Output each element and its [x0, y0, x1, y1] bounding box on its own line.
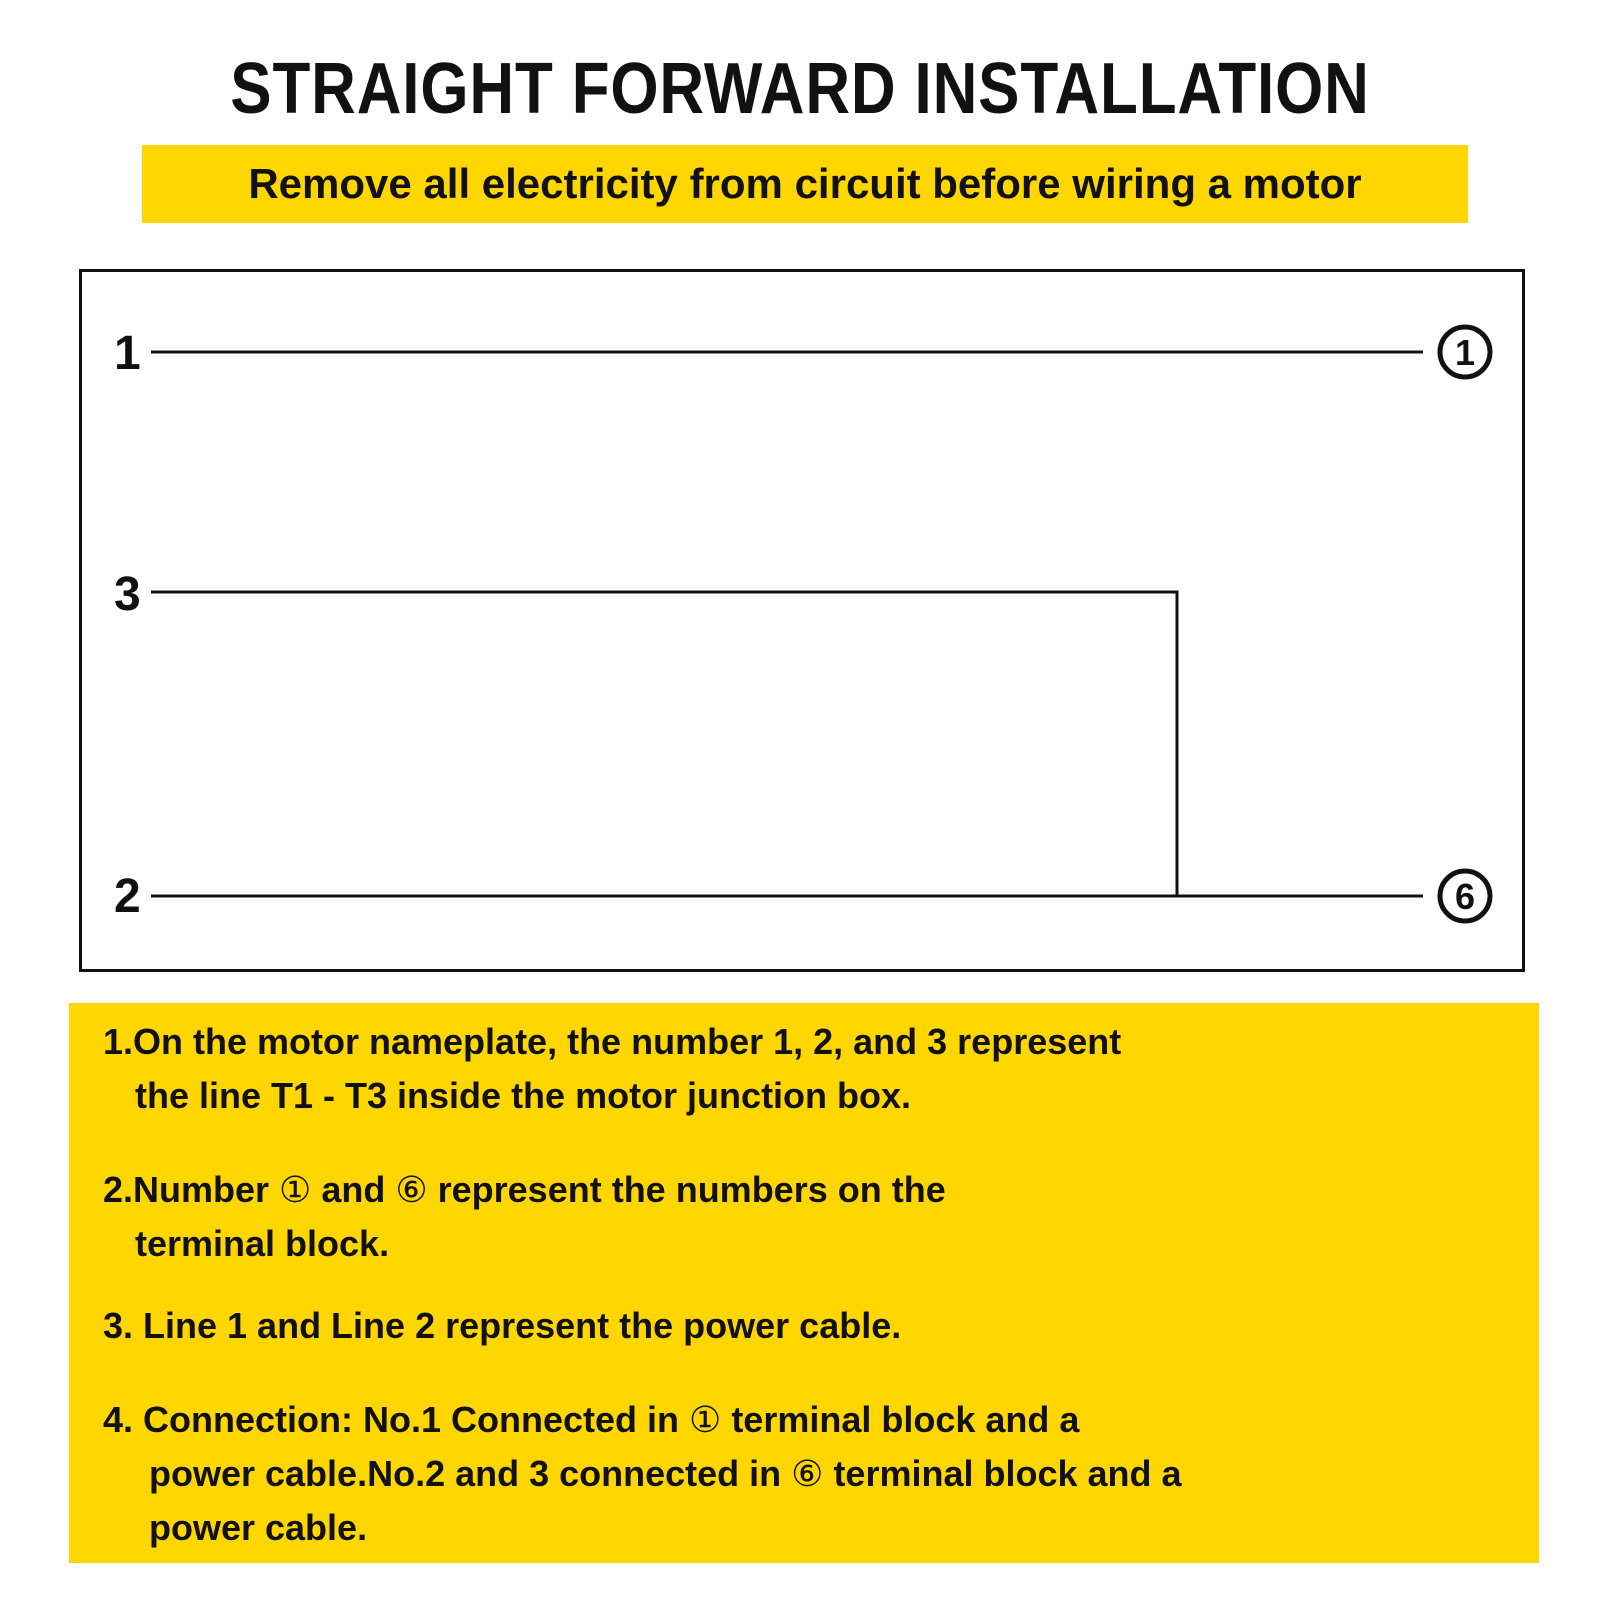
- note-2-line-b: terminal block.: [135, 1223, 390, 1264]
- warning-banner: [142, 145, 1468, 223]
- note-4-text-post: terminal block and a: [721, 1399, 1080, 1440]
- page-title: STRAIGHT FORWARD INSTALLATION: [230, 49, 1370, 129]
- note-4-line-b-pre: power cable.No.2 and 3 connected in: [149, 1453, 792, 1494]
- note-4-line-c: power cable.: [149, 1507, 368, 1548]
- note-1-line-a: 1.On the motor nameplate, the number 1, 2, and 3 represent: [103, 1021, 1122, 1062]
- note-4-line-b-post: terminal block and a: [823, 1453, 1182, 1494]
- circled-6-symbol: ⑥: [791, 1453, 824, 1494]
- terminal-6: [1440, 871, 1490, 921]
- note-2: [103, 1163, 946, 1271]
- lead-label-3: 3: [114, 568, 141, 621]
- wiring-diagram-svg: [82, 272, 1522, 969]
- lead-label-2: 2: [114, 870, 141, 923]
- wire-line-3: [151, 592, 1177, 896]
- note-4: [103, 1393, 1182, 1555]
- note-2-text-pre: 2.Number: [103, 1169, 280, 1210]
- note-2-text-mid: and: [311, 1169, 396, 1210]
- notes-panel: [69, 1003, 1539, 1563]
- note-4-text-pre: 4. Connection: No.1 Connected in: [103, 1399, 690, 1440]
- terminal-1-number: 1: [1454, 332, 1476, 373]
- terminal-6-number: 6: [1454, 876, 1476, 917]
- note-2-line-a: [103, 1163, 946, 1217]
- lead-label-1: 1: [114, 327, 141, 380]
- note-4-line-b: [103, 1447, 1182, 1501]
- note-1: [103, 1015, 1121, 1123]
- warning-text: Remove all electricity from circuit before wiring a motor: [248, 160, 1362, 207]
- terminal-1: [1440, 327, 1490, 377]
- wiring-diagram: [79, 269, 1525, 972]
- note-1-line-b: the line T1 - T3 inside the motor junction box.: [135, 1075, 912, 1116]
- note-4-line-a: [103, 1393, 1182, 1447]
- note-2-text-post: represent the numbers on the: [427, 1169, 946, 1210]
- note-3: [103, 1299, 901, 1353]
- circled-1-symbol: ①: [279, 1169, 312, 1210]
- note-3-line-a: 3. Line 1 and Line 2 represent the power cable.: [103, 1305, 902, 1346]
- circled-6-symbol: ⑥: [395, 1169, 428, 1210]
- circled-1-symbol: ①: [689, 1399, 722, 1440]
